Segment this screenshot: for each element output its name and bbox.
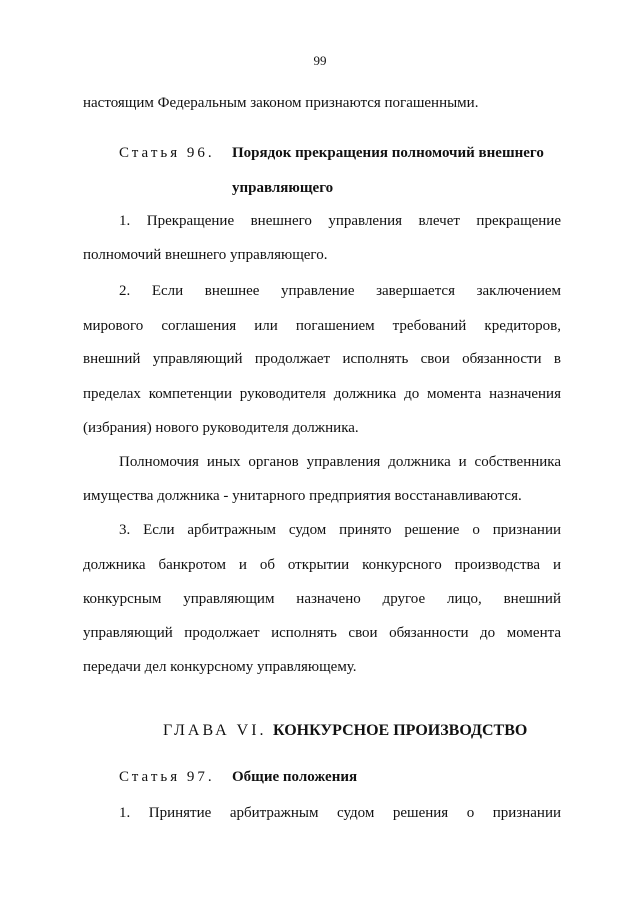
article-96-label: Статья 96. [119, 145, 215, 161]
paragraph-line: 1. Принятие арбитражным судом решения о признании [119, 805, 561, 821]
paragraph-line: 2. Если внешнее управление завершается заключением [119, 283, 561, 299]
paragraph-line: мирового соглашения или погашением требований кредиторов, [83, 318, 561, 334]
text-line: настоящим Федеральным законом признаются погашенными. [83, 95, 479, 111]
paragraph-line: (избрания) нового руководителя должника. [83, 420, 359, 436]
paragraph-line: передачи дел конкурсному управляющему. [83, 659, 357, 675]
paragraph-line: Полномочия иных органов управления должника и собственника [119, 454, 561, 470]
paragraph-line: 1. Прекращение внешнего управления влечет прекращение [119, 213, 561, 229]
paragraph-line: пределах компетенции руководителя должника до момента назначения [83, 386, 561, 402]
paragraph-line: внешний управляющий продолжает исполнять свои обязанности в [83, 351, 561, 367]
page-number: 99 [313, 53, 327, 68]
paragraph-line: полномочий внешнего управляющего. [83, 247, 328, 263]
paragraph-line: должника банкротом и об открытии конкурсного производства и [83, 557, 561, 573]
article-96-title: Порядок прекращения полномочий внешнего [232, 145, 544, 161]
paragraph-line: 3. Если арбитражным судом принято решение о признании [119, 522, 561, 538]
paragraph-line: конкурсным управляющим назначено другое лицо, внешний [83, 591, 561, 607]
chapter-label: ГЛАВА VI. [163, 722, 267, 739]
article-97-label: Статья 97. [119, 769, 215, 785]
article-96-title-continued: управляющего [232, 180, 334, 196]
article-97-title: Общие положения [232, 769, 358, 785]
paragraph-line: управляющий продолжает исполнять свои обязанности до момента [83, 625, 561, 641]
paragraph-line: имущества должника - унитарного предприятия восстанавливаются. [83, 488, 522, 504]
chapter-title: КОНКУРСНОЕ ПРОИЗВОДСТВО [273, 722, 528, 739]
